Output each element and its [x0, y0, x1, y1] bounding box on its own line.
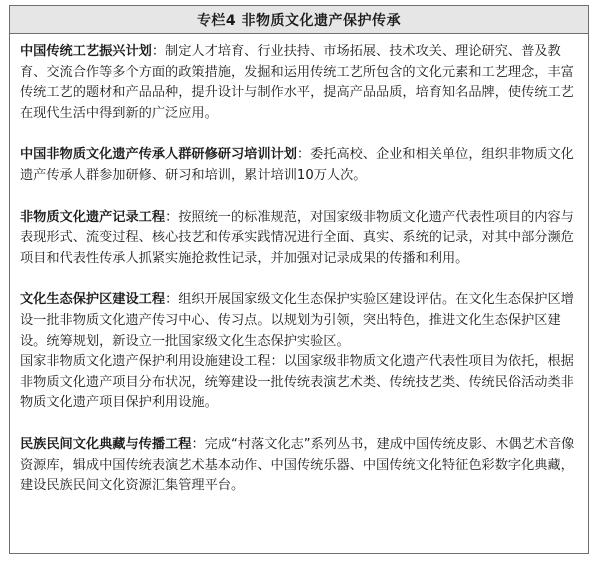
column-content	[10, 34, 588, 497]
section-text: ：完成“村落文化志”系列丛书，建成中国传统皮影、木偶艺术音像资源库，辑成中国传统表演艺术基本动作、中国传统乐器、中国传统文化特征色彩数字化典藏，建设民族民间文化资源汇集管理平台。	[20, 436, 575, 494]
section-heading: 民族民间文化典藏与传播工程	[20, 436, 192, 452]
column-title: 专栏4 非物质文化遗产保护传承	[10, 6, 588, 34]
column-box	[9, 5, 589, 554]
section-heading: 中国传统工艺振兴计划	[20, 44, 152, 59]
section-heading: 文化生态保护区建设工程	[20, 292, 166, 308]
section-ecological-zone	[20, 290, 578, 352]
section-facilities-project	[20, 352, 578, 414]
section-text: 国家非物质文化遗产保护利用设施建设工程：以国家级非物质文化遗产代表性项目为依托，根据非物质文化遗产项目分布状况，统筹建设一批传统表演艺术类、传统技艺类、传统民俗活动类非物质文化遗产项目保护利用设施。	[20, 354, 574, 411]
section-text: ：组织开展国家级文化生态保护实验区建设评估。在文化生态保护区增设一批非物质文化遗产传习中心、传习点。以规划为引领，突出特色，推进文化生态保护区建设。统筹规划，新设立一批国家级文化生态保护实验区。	[20, 292, 574, 349]
section-training-plan	[20, 145, 578, 186]
section-traditional-crafts	[20, 42, 578, 124]
section-heading: 中国非物质文化遗产传承人群研修研习培训计划	[20, 147, 297, 163]
section-recording-project	[20, 208, 578, 270]
section-text: ：按照统一的标准规范，对国家级非物质文化遗产代表性项目的内容与表现形式、流变过程、核心技艺和传承实践情况进行全面、真实、系统的记录，对其中部分濒危项目和代表性传承人抓紧实施抢救性记录，并加强对记录成果的传播和利用。	[20, 209, 574, 266]
section-folk-culture	[20, 435, 578, 497]
section-text: ：制定人才培育、行业扶持、市场拓展、技术攻关、理论研究、普及教育、交流合作等多个方面的政策措施，发掘和运用传统工艺所包含的文化元素和工艺理念，丰富传统工艺的题材和产品品种，提升设计与制作水平，提高产品品质，培育知名品牌，使传统工艺在现代生活中得到新的广泛应用。	[20, 44, 574, 121]
section-heading: 非物质文化遗产记录工程	[20, 209, 166, 225]
section-text: ：委托高校、企业和相关单位，组织非物质文化遗产传承人群参加研修、研习和培训，累计培训10万人次。	[20, 147, 574, 183]
